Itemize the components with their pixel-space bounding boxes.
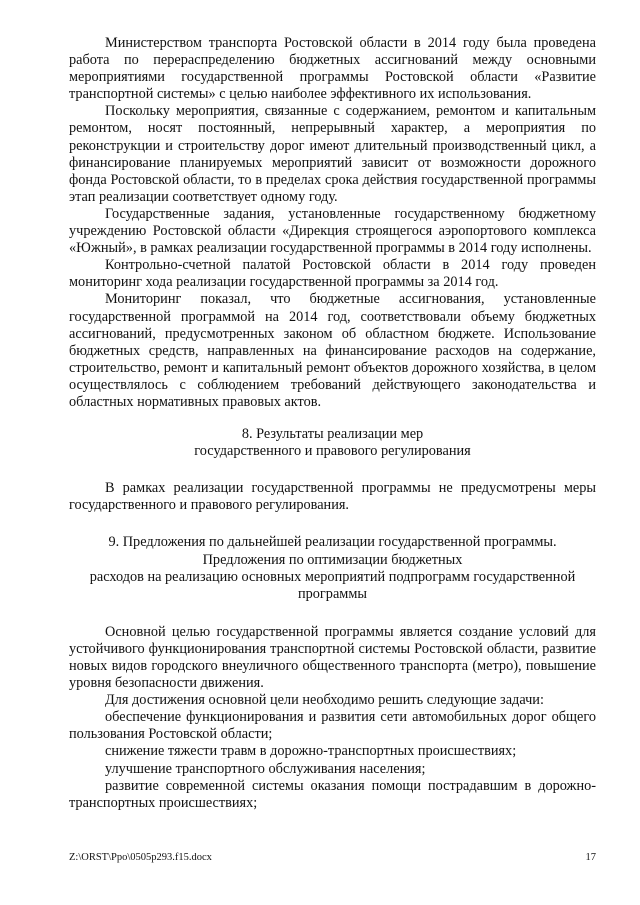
section9-heading-line2: Предложения по оптимизации бюджетных [202, 551, 463, 568]
task-road-network: обеспечение функционирования и развития сети автомобильных дорог общего пользования Ростовской области; [69, 709, 596, 743]
footer-file-path: Z:\ORST\Ppo\0505p293.f15.docx [69, 852, 212, 863]
section9-heading-line1: 9. Предложения по дальнейшей реализации государственной программы. [108, 534, 557, 551]
paragraph-tasks-intro: Для достижения основной цели необходимо решить следующие задачи: [105, 692, 544, 709]
task-victim-assistance: развитие современной системы оказания помощи пострадавшим в дорожно-транспортных происшествиях; [69, 777, 596, 811]
paragraph-main-goal: Основной целью государственной программы является создание условий для устойчивого функционирования транспортной системы Ростовской области, развитие новых видов городского внеуличного общественного транспорта (метро), повышение уровня безопасности движения. [69, 623, 596, 692]
paragraph-implementation-stage: Поскольку мероприятия, связанные с содержанием, ремонтом и капитальным ремонтом, носят постоянный, непрерывный характер, а мероприятия по реконструкции и строительству дорог имеют длительный производственный цикл, а финансирование планируемых мероприятий зависит от возможности дорожного фонда Ростовской области, то в пределах срока действия государственной программы этап реализации соответствует одному году. [69, 103, 596, 205]
paragraph-audit-chamber: Контрольно-счетной палатой Ростовской области в 2014 году проведен мониторинг хода реализации государственной программы за 2014 год. [69, 257, 596, 291]
paragraph-state-assignments: Государственные задания, установленные государственному бюджетному учреждению Ростовской области «Дирекция строящегося аэропортового комплекса «Южный», в рамках реализации государственной программы в 2014 году исполнены. [69, 205, 596, 257]
section8-paragraph: В рамках реализации государственной программы не предусмотрены меры государственного и правового регулирования. [69, 480, 596, 514]
section9-heading-line3: расходов на реализацию основных мероприятий подпрограмм государственной программы [89, 568, 576, 602]
section8-heading-line2: государственного и правового регулирования [194, 443, 471, 460]
task-injury-severity: снижение тяжести травм в дорожно-транспортных происшествиях; [105, 743, 517, 760]
document-body [69, 35, 596, 812]
section8-heading-line1: 8. Результаты реализации мер [241, 426, 424, 443]
paragraph-monitoring-results: Мониторинг показал, что бюджетные ассигнования, установленные государственной программой на 2014 год, соответствовали объему бюджетных ассигнований, предусмотренных законом об областном бюджете. Использование бюджетных средств, направленных на финансирование расходов на содержание, строительство, ремонт и капитальный ремонт объектов дорожного хозяйства, в целом осуществлялось с соблюдением требований действующего законодательства и областных нормативных правовых актов. [69, 291, 596, 410]
footer-page-number: 17 [585, 852, 596, 863]
page-footer [69, 852, 596, 863]
task-transport-service: улучшение транспортного обслуживания населения; [105, 760, 426, 777]
paragraph-reallocation: Министерством транспорта Ростовской области в 2014 году была проведена работа по перераспределению бюджетных ассигнований между основными мероприятиями государственной программы Ростовской области «Развитие транспортной системы» с целью наиболее эффективного их использования. [69, 35, 596, 103]
